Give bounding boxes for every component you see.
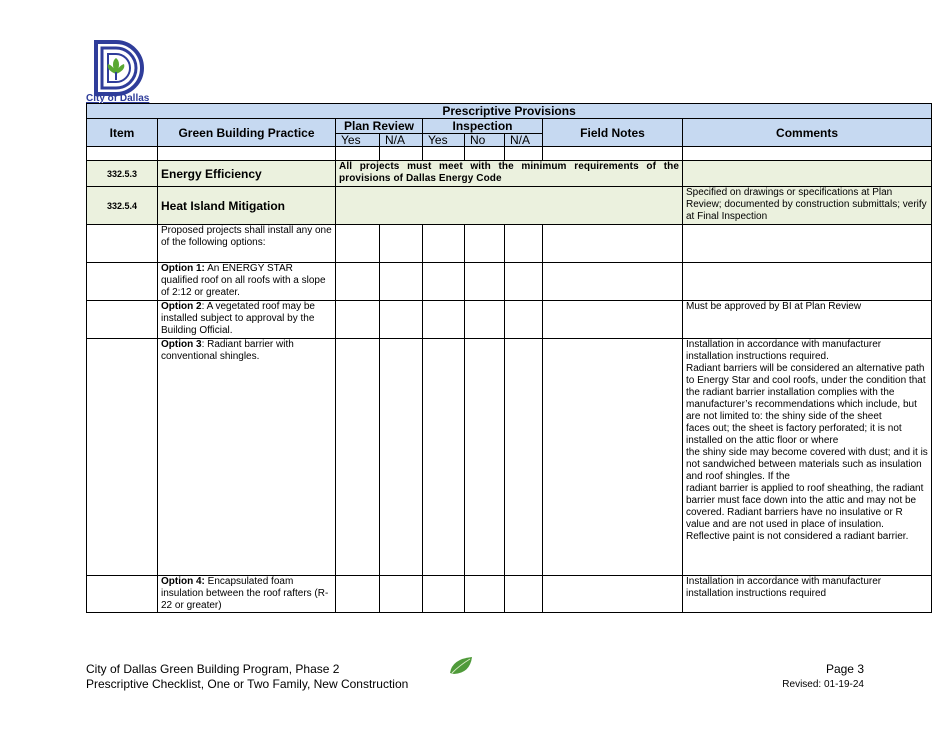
inspection-no-header: No: [465, 134, 505, 147]
revised-date: Revised: 01-19-24: [782, 679, 864, 690]
option-label: Option 2: [161, 301, 202, 312]
energy-requirement-note: All projects must meet with the minimum requirements of the provisions of Dallas Energy Code: [336, 161, 683, 187]
plan-review-na-header: N/A: [380, 134, 423, 147]
inspection-no-cell[interactable]: [465, 263, 505, 301]
inspection-yes-header: Yes: [423, 134, 465, 147]
practice-name: Energy Efficiency: [158, 161, 336, 187]
option-label: Option 3: [161, 339, 202, 350]
comment-cell: [683, 161, 932, 187]
empty-merged-cell: [336, 187, 683, 225]
table-row-option-4: [87, 576, 932, 613]
inspection-na-cell[interactable]: [505, 263, 543, 301]
table-row-option-2: [87, 301, 932, 339]
col-header-comments: Comments: [683, 119, 932, 147]
inspection-na-cell[interactable]: [505, 339, 543, 576]
field-notes-cell[interactable]: [543, 225, 683, 263]
spacer-row: [87, 147, 932, 161]
plan-review-yes-cell[interactable]: [336, 301, 380, 339]
table-row-energy-efficiency: [87, 161, 932, 187]
plan-review-na-cell[interactable]: [380, 263, 423, 301]
inspection-na-cell[interactable]: [505, 225, 543, 263]
field-notes-cell[interactable]: [543, 263, 683, 301]
inspection-yes-cell[interactable]: [423, 263, 465, 301]
table-row-option-1: [87, 263, 932, 301]
practice-text: [158, 339, 336, 576]
footer-left: [86, 662, 408, 692]
plan-review-na-cell[interactable]: [380, 339, 423, 576]
leaf-icon: [448, 655, 474, 677]
practice-text: [158, 576, 336, 613]
inspection-no-cell[interactable]: [465, 576, 505, 613]
practice-name: Heat Island Mitigation: [158, 187, 336, 225]
inspection-yes-cell[interactable]: [423, 301, 465, 339]
plan-review-yes-header: Yes: [336, 134, 380, 147]
comment-cell: [683, 225, 932, 263]
comment-cell: Installation in accordance with manufacturer installation instructions required: [683, 576, 932, 613]
plan-review-yes-cell[interactable]: [336, 225, 380, 263]
inspection-na-header: N/A: [505, 134, 543, 147]
option-text: An ENERGY STAR qualified roof on all roofs with a slope of 2:12 or greater.: [161, 263, 326, 298]
practice-text: [158, 263, 336, 301]
inspection-no-cell[interactable]: [465, 301, 505, 339]
option-label: Option 4:: [161, 576, 205, 587]
footer-program-title: City of Dallas Green Building Program, Phase 2: [86, 662, 340, 676]
option-text: : A vegetated roof may be installed subject to approval by the Building Official.: [161, 301, 315, 336]
table-row-heat-island: [87, 187, 932, 225]
inspection-yes-cell[interactable]: [423, 339, 465, 576]
col-header-item: Item: [87, 119, 158, 147]
plan-review-na-cell[interactable]: [380, 225, 423, 263]
option-text: : Radiant barrier with conventional shingles.: [161, 339, 294, 362]
plan-review-yes-cell[interactable]: [336, 339, 380, 576]
practice-text: [158, 301, 336, 339]
comment-cell: Must be approved by BI at Plan Review: [683, 301, 932, 339]
footer-checklist-title: Prescriptive Checklist, One or Two Family, New Construction: [86, 677, 409, 691]
inspection-yes-cell[interactable]: [423, 576, 465, 613]
inspection-na-cell[interactable]: [505, 576, 543, 613]
inspection-yes-cell[interactable]: [423, 225, 465, 263]
table-row-proposed: [87, 225, 932, 263]
field-notes-cell[interactable]: [543, 576, 683, 613]
col-header-practice: Green Building Practice: [158, 119, 336, 147]
field-notes-cell[interactable]: [543, 339, 683, 576]
item-code: 332.5.4: [87, 187, 158, 225]
col-header-field-notes: Field Notes: [543, 119, 683, 147]
logo-text: City of Dallas: [86, 93, 150, 104]
plan-review-yes-cell[interactable]: [336, 576, 380, 613]
comment-cell: Specified on drawings or specifications at Plan Review; documented by construction submittals; verify at Final Inspection: [683, 187, 932, 225]
page-number: Page 3: [825, 662, 864, 676]
plan-review-na-cell[interactable]: [380, 301, 423, 339]
footer-right: [664, 662, 864, 692]
field-notes-cell[interactable]: [543, 301, 683, 339]
inspection-na-cell[interactable]: [505, 301, 543, 339]
comment-cell: Installation in accordance with manufacturer installation instructions required. Radiant barriers will be considered an alternative path to Energy Star and cool roofs, under the condition that the radiant barrier installation complies with the manufacturer’s recommendations which include, but are not limited to: the shiny side of the sheet faces out; the sheet is factory perforated; it is not installed on the attic floor or where the shiny side may become covered with dust; and it is not sandwiched between materials such as insulation and roof shingles. If the radiant barrier is applied to roof sheathing, the radiant barrier must face down into the attic and may not be covered. Radiant barriers have no insulative or R value and are not used in place of insulation. Reflective paint is not considered a radiant barrier.: [683, 339, 932, 576]
plan-review-na-cell[interactable]: [380, 576, 423, 613]
inspection-no-cell[interactable]: [465, 339, 505, 576]
plan-review-yes-cell[interactable]: [336, 263, 380, 301]
option-label: Option 1:: [161, 263, 205, 274]
item-code: 332.5.3: [87, 161, 158, 187]
table-row-option-3: [87, 339, 932, 576]
practice-text: Proposed projects shall install any one of the following options:: [158, 225, 336, 263]
col-header-plan-review: Plan Review: [336, 119, 423, 134]
option-text: Encapsulated foam insulation between the roof rafters (R-22 or greater): [161, 576, 329, 611]
table-title: Prescriptive Provisions: [87, 104, 932, 119]
comment-cell: [683, 263, 932, 301]
inspection-no-cell[interactable]: [465, 225, 505, 263]
col-header-inspection: Inspection: [423, 119, 543, 134]
prescriptive-provisions-table: [86, 103, 932, 613]
